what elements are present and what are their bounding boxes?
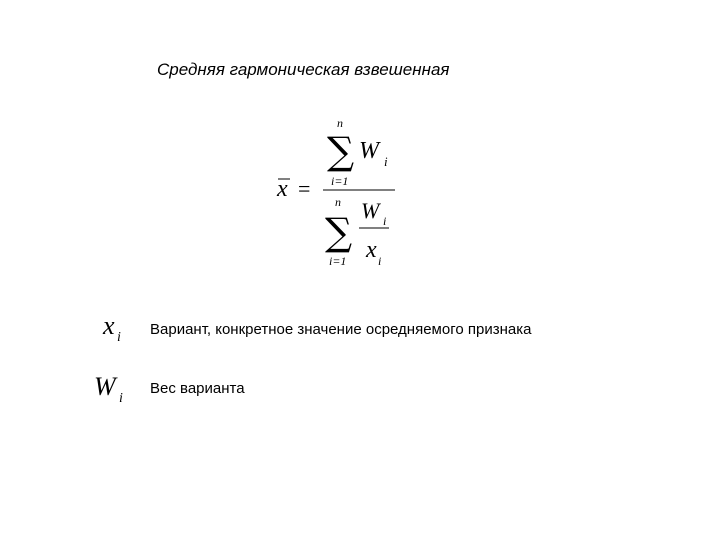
equals-sign: = <box>298 176 311 201</box>
weight-description: Вес варианта <box>150 380 245 397</box>
numerator-sum-lower: i=1 <box>331 174 349 188</box>
numerator-sigma: ∑ <box>327 129 355 173</box>
denominator-term-denominator-subscript: i <box>378 254 382 268</box>
denominator-term-numerator-subscript: i <box>383 214 387 228</box>
weight-symbol: W <box>94 372 116 401</box>
weight-symbol-subscript: i <box>119 391 123 406</box>
variant-symbol-subscript: i <box>117 330 121 345</box>
slide-title: Средняя гармоническая взвешенная <box>157 60 450 79</box>
lhs-symbol: x <box>277 176 288 202</box>
numerator-sum-upper: n <box>337 116 343 130</box>
denominator-term-numerator: W <box>361 198 380 223</box>
denominator-sigma: ∑ <box>325 210 353 254</box>
denominator-sum-upper: n <box>335 195 341 209</box>
numerator-term-subscript: i <box>384 154 388 169</box>
denominator-sum-lower: i=1 <box>329 254 347 268</box>
numerator-term: W <box>359 138 379 164</box>
variant-symbol: x <box>103 311 115 340</box>
variant-description: Вариант, конкретное значение осредняемого признака <box>150 321 532 338</box>
denominator-term-denominator: x <box>366 237 377 263</box>
harmonic-mean-formula <box>265 108 405 278</box>
